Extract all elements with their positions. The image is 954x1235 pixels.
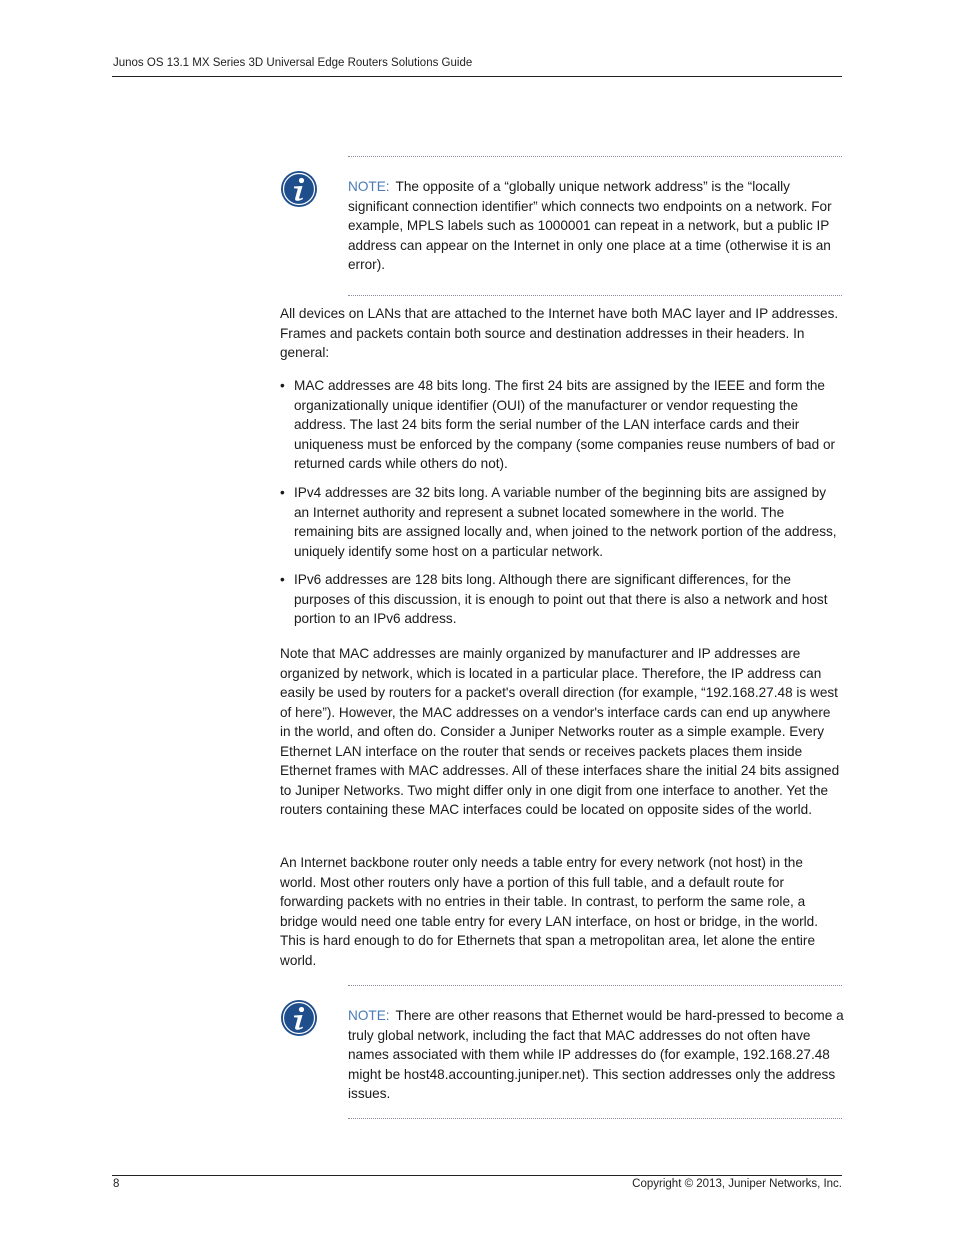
list-item-text: MAC addresses are 48 bits long. The first 24 bits are assigned by the IEEE and form the organizationally unique identifier (OUI) of the manufacturer or vendor requesting the address. The last 24 bits form the serial number of the LAN interface cards and their uniqueness must be enforced by the company (some companies reuse numbers of bad or returned cards while others do not). [294, 378, 836, 471]
footer-rule [112, 1175, 842, 1176]
list-item-text: IPv6 addresses are 128 bits long. Although there are significant differences, for the purposes of this discussion, it is enough to point out that there is also a network and host portion to an IPv6 address. [294, 572, 828, 626]
note-box-2 [280, 985, 842, 1119]
list-item [280, 483, 842, 561]
note-top-rule [348, 985, 842, 986]
bullet-marker: • [280, 572, 285, 587]
bullet-marker: • [280, 485, 285, 500]
note-label: NOTE: [348, 1008, 390, 1023]
body-paragraph-3: An Internet backbone router only needs a table entry for every network (not host) in the world. Most other routers only have a portion of this full table, and a default route for forwarding packets with no entries in their table. In contrast, to perform the same role, a bridge would need one table entry for every LAN interface, on host or bridge, in the world. This is hard enough to do for Ethernets that span a metropolitan area, let alone the entire world. [280, 855, 819, 968]
note-body: There are other reasons that Ethernet would be hard-pressed to become a truly global network, including the fact that MAC addresses do not often have names associated with them while IP addresses do (for example, 192.168.27.48 might be host48.accounting.juniper.net). This section addresses only the address issues. [348, 1008, 844, 1101]
note-box-1 [280, 156, 842, 296]
note-bottom-rule [348, 295, 842, 296]
note-text-2 [348, 1006, 844, 1104]
note-label: NOTE: [348, 179, 390, 194]
intro-paragraph: All devices on LANs that are attached to the Internet have both MAC layer and IP addresses. Frames and packets contain both source and destination addresses in their headers. In general: [280, 306, 839, 360]
info-icon [280, 999, 318, 1037]
note-text-1 [348, 177, 844, 275]
note-top-rule [348, 156, 842, 157]
note-bottom-rule [348, 1118, 842, 1119]
info-icon [280, 170, 318, 208]
list-item-text: IPv4 addresses are 32 bits long. A variable number of the beginning bits are assigned by an Internet authority and represent a subnet located somewhere in the world. The remaining bits are assigned locally and, when joined to the network portion of the address, uniquely identify some host on a particular network. [294, 485, 837, 559]
header-rule [112, 76, 842, 77]
page-number: 8 [113, 1178, 120, 1190]
bullet-marker: • [280, 378, 285, 393]
running-header: Junos OS 13.1 MX Series 3D Universal Edge Routers Solutions Guide [113, 57, 473, 69]
list-item [280, 570, 842, 629]
copyright-notice: Copyright © 2013, Juniper Networks, Inc. [632, 1178, 842, 1190]
body-paragraph-2: Note that MAC addresses are mainly organized by manufacturer and IP addresses are organized by network, which is located in a particular place. Therefore, the IP address can easily be used by routers for a packet's overall direction (for example, “192.168.27.48 is west of here”). However, the MAC addresses on a vendor's interface cards can end up anywhere in the world, and often do. Consider a Juniper Networks router as a simple example. Every Ethernet LAN interface on the router that sends or receives packets places them inside Ethernet frames with MAC addresses. All of these interfaces share the initial 24 bits assigned to Juniper Networks. Two might differ only in one digit from one interface to another. Yet the routers containing these MAC interfaces could be located on opposite sides of the world. [280, 646, 840, 817]
note-body: The opposite of a “globally unique network address” is the “locally significant connection identifier” which connects two endpoints on a network. For example, MPLS labels such as 1000001 can repeat in a network, but a public IP address can appear on the Internet in only one place at a time (otherwise it is an error). [348, 179, 832, 272]
list-item [280, 376, 842, 474]
